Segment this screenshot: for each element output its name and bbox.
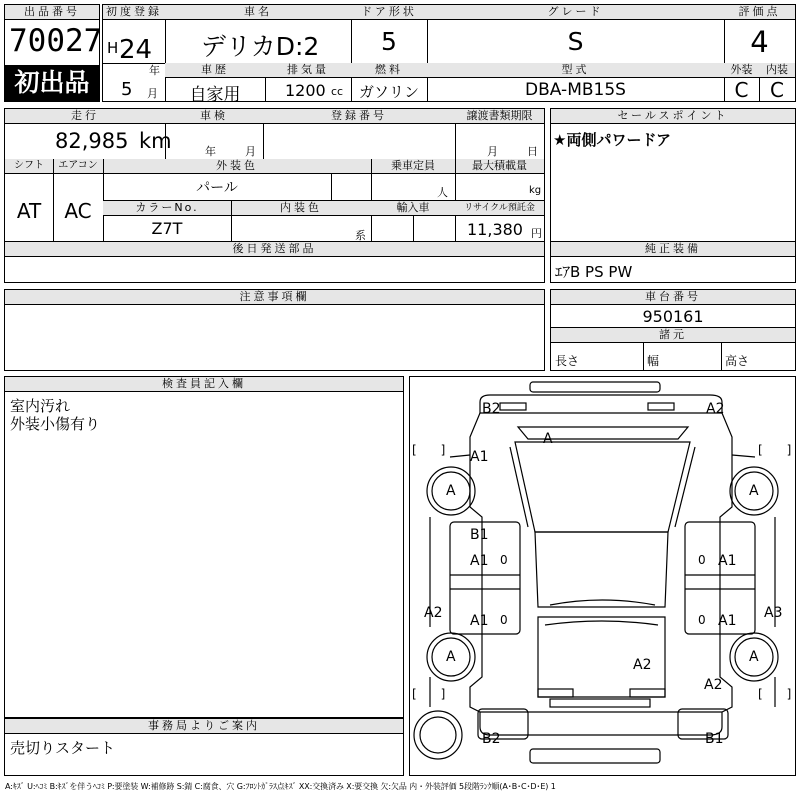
registration-header: 登録番号 <box>263 109 455 124</box>
inspector-line-1: 室内汚れ <box>10 397 71 415</box>
damage-mark: A <box>749 483 759 499</box>
max-load-unit: kg <box>529 185 542 196</box>
door-header: ドア形状 <box>351 5 427 20</box>
chassis-header: 車台番号 <box>551 290 795 305</box>
damage-mark: A2 <box>704 677 723 693</box>
bracket-left-bottom: [ ] <box>412 687 446 701</box>
legend-text: A:ｷｽﾞ U:ﾍｺﾐ B:ｷｽﾞを伴うﾍｺﾐ P:要塗装 W:補修跡 S:錆 C:腐食、穴 G:ﾌﾛﾝﾄｶﾞﾗｽ点ｷｽﾞ XX:交換済み X:要交換 欠:欠品 内・外装評価 5段階ﾗﾝｸ順(A･B･C･D･E) 1 <box>5 782 556 791</box>
notes-header: 注意事項欄 <box>5 290 544 305</box>
grade-value: S <box>567 27 584 56</box>
chassis-section <box>550 289 796 371</box>
zero-mark: 0 <box>500 553 508 567</box>
exterior-color-header: 外装色 <box>103 159 371 174</box>
transfer-day-unit: 日 <box>527 145 538 158</box>
bracket-right-top: [ ] <box>758 443 792 457</box>
reg-month-unit: 月 <box>147 87 158 100</box>
shift-value: AT <box>16 199 42 223</box>
damage-mark: A1 <box>718 553 737 569</box>
mileage-unit: km <box>139 129 172 153</box>
sales-point-header: セールスポイント <box>551 109 795 124</box>
ext-score-value: C <box>734 78 749 102</box>
damage-mark: A <box>749 649 759 665</box>
aircon-value: AC <box>64 199 92 223</box>
capacity-unit: 人 <box>437 186 448 199</box>
int-score-header: 内装 <box>759 63 795 78</box>
car-outline-svg <box>410 377 795 775</box>
bracket-left-top: [ ] <box>412 443 446 457</box>
inspection-year-unit: 年 <box>205 145 216 158</box>
damage-mark: A2 <box>706 401 725 417</box>
era-letter: H <box>107 39 119 57</box>
spec-height-label: 高さ <box>725 354 750 368</box>
displacement-unit: cc <box>331 85 344 98</box>
recycle-value: 11,380 <box>467 220 523 239</box>
aircon-header: エアコン <box>53 159 103 174</box>
damage-mark: B2 <box>482 731 501 747</box>
damage-mark: B2 <box>482 401 501 417</box>
damage-mark: B1 <box>705 731 724 747</box>
model-value: DBA-MB15S <box>525 80 626 100</box>
damage-mark: A2 <box>424 605 443 621</box>
equipment-header: 純正装備 <box>551 242 795 257</box>
score-header: 評価点 <box>724 5 795 20</box>
reg-year: 24 <box>119 35 153 65</box>
transfer-header: 譲渡書類期限 <box>455 109 544 124</box>
specs-header: 諸元 <box>551 328 795 343</box>
later-parts-header: 後日発送部品 <box>5 242 544 257</box>
zero-mark: 0 <box>698 613 706 627</box>
inspector-line-2: 外装小傷有り <box>10 415 101 433</box>
fuel-value: ガソリン <box>358 83 419 101</box>
history-header: 車歴 <box>165 63 265 78</box>
equipment-value: ｴｱB PS PW <box>555 263 633 281</box>
office-section <box>4 718 404 776</box>
interior-color-unit: 系 <box>355 229 366 242</box>
lot-section <box>4 4 103 102</box>
car-name-header: 車名 <box>165 5 351 20</box>
reg-month: 5 <box>121 79 133 100</box>
color-no-value: Z7T <box>151 219 183 238</box>
zero-mark: 0 <box>500 613 508 627</box>
sales-point-value: ★両側パワードア <box>553 131 671 149</box>
mileage-value: 82,985 <box>55 129 129 153</box>
first-listing-badge: 初出品 <box>5 65 99 101</box>
office-header: 事務局よりご案内 <box>5 719 403 734</box>
vehicle-info-table <box>102 4 796 105</box>
lot-number: 70027 <box>9 23 103 59</box>
mileage-header: 走行 <box>5 109 165 124</box>
inspector-section <box>4 376 404 718</box>
spec-width-label: 幅 <box>647 354 660 368</box>
exterior-color-value: パール <box>196 180 238 196</box>
ext-score-header: 外装 <box>724 63 759 78</box>
model-header: 型式 <box>427 63 724 78</box>
inspection-month-unit: 月 <box>245 145 256 158</box>
notes-section <box>4 289 545 371</box>
zero-mark: 0 <box>698 553 706 567</box>
reg-year-unit: 年 <box>149 64 160 77</box>
displacement-value: 1200 <box>285 81 326 100</box>
import-header: 輸入車 <box>371 201 455 216</box>
score-value: 4 <box>750 25 769 59</box>
transfer-month-unit: 月 <box>487 145 498 158</box>
damage-mark: A <box>446 649 456 665</box>
damage-mark: A <box>543 431 553 447</box>
recycle-header: リサイクル預託金 <box>455 201 544 216</box>
max-load-header: 最大積載量 <box>455 159 544 174</box>
damage-mark: A3 <box>764 605 783 621</box>
door-value: 5 <box>381 27 397 56</box>
damage-mark: A1 <box>470 449 489 465</box>
equipment-section <box>550 241 796 283</box>
chassis-value: 950161 <box>642 307 704 326</box>
car-diagram <box>409 376 796 776</box>
inspection-header: 車検 <box>165 109 263 124</box>
spec-length-label: 長さ <box>555 354 580 368</box>
shift-header: シフト <box>5 159 53 174</box>
grade-header: グレード <box>427 5 724 20</box>
displacement-header: 排気量 <box>265 63 351 78</box>
bracket-right-bottom: [ ] <box>758 687 792 701</box>
later-parts-section <box>4 241 545 283</box>
fuel-header: 燃料 <box>351 63 427 78</box>
history-value: 自家用 <box>189 85 241 105</box>
damage-mark: A1 <box>470 553 489 569</box>
inspector-header: 検査員記入欄 <box>5 377 403 392</box>
damage-mark: A <box>446 483 456 499</box>
interior-color-header: 内装色 <box>231 201 371 216</box>
damage-mark: A2 <box>633 657 652 673</box>
int-score-value: C <box>770 78 784 102</box>
sales-point-section <box>550 108 796 242</box>
first-reg-header: 初度登録 <box>103 5 165 20</box>
mileage-table <box>4 108 545 242</box>
car-name-value: デリカD:2 <box>201 32 320 61</box>
lot-header: 出品番号 <box>5 5 99 20</box>
damage-mark: A1 <box>470 613 489 629</box>
office-value: 売切りスタート <box>10 739 116 757</box>
color-no-header: カラーNo. <box>103 201 231 216</box>
damage-mark: B1 <box>470 527 489 543</box>
recycle-unit: 円 <box>531 227 542 240</box>
capacity-header: 乗車定員 <box>371 159 455 174</box>
damage-mark: A1 <box>718 613 737 629</box>
